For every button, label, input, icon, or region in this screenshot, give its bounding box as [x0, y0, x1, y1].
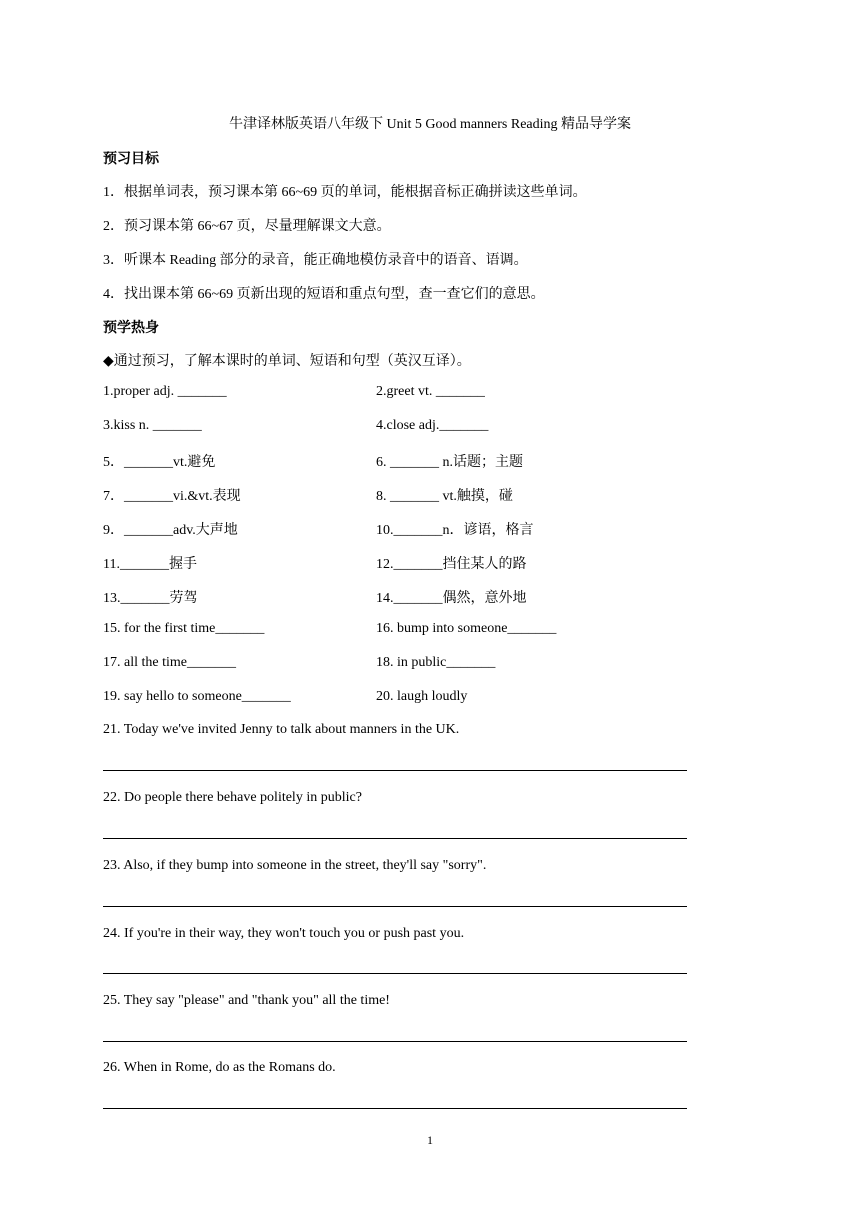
- vocab-item: 4.close adj._______: [376, 418, 489, 433]
- section-heading-goals: 预习目标: [103, 152, 159, 167]
- vocab-item: 16. bump into someone_______: [376, 621, 557, 636]
- translation-sentence: 21. Today we've invited Jenny to talk about manners in the UK.: [103, 722, 460, 737]
- vocab-row: [103, 689, 703, 709]
- vocab-row: [103, 451, 703, 471]
- goal-item: 3．听课本 Reading 部分的录音，能正确地模仿录音中的语音、语调。: [103, 253, 528, 268]
- vocab-item: 19. say hello to someone_______: [103, 689, 291, 704]
- vocab-item: 14._______偶然，意外地: [376, 591, 527, 606]
- warmup-instruction: ◆通过预习，了解本课时的单词、短语和句型（英汉互译）。: [103, 354, 471, 369]
- document-title: 牛津译林版英语八年级下 Unit 5 Good manners Reading 精品导学案: [228, 117, 632, 132]
- answer-line[interactable]: [103, 1108, 687, 1109]
- vocab-row: [103, 621, 703, 641]
- vocab-item: 12._______挡住某人的路: [376, 557, 527, 572]
- goal-item: 4．找出课本第 66~69 页新出现的短语和重点句型，查一查它们的意思。: [103, 287, 545, 302]
- vocab-row: [103, 655, 703, 675]
- translation-sentence: 22. Do people there behave politely in public?: [103, 790, 362, 805]
- vocab-item: 6. _______ n.话题；主题: [376, 455, 523, 470]
- vocab-item: 20. laugh loudly: [376, 689, 468, 704]
- vocab-item: 2.greet vt. _______: [376, 384, 485, 399]
- vocab-item: 8. _______ vt.触摸，碰: [376, 489, 513, 504]
- vocab-row: [103, 553, 703, 573]
- answer-line[interactable]: [103, 1041, 687, 1042]
- vocab-item: 10._______n．谚语，格言: [376, 523, 534, 538]
- vocab-item: 3.kiss n. _______: [103, 418, 202, 433]
- vocab-item: 13._______劳驾: [103, 591, 198, 606]
- section-heading-warmup: 预学热身: [103, 321, 159, 336]
- translation-sentence: 24. If you're in their way, they won't touch you or push past you.: [103, 926, 465, 941]
- vocab-row: [103, 485, 703, 505]
- vocab-item: 11._______握手: [103, 557, 197, 572]
- answer-line[interactable]: [103, 838, 687, 839]
- goal-item: 2．预习课本第 66~67 页，尽量理解课文大意。: [103, 219, 391, 234]
- translation-sentence: 26. When in Rome, do as the Romans do.: [103, 1060, 336, 1075]
- vocab-item: 5．_______vt.避免: [103, 455, 216, 470]
- vocab-row: [103, 519, 703, 539]
- vocab-item: 1.proper adj. _______: [103, 384, 227, 399]
- translation-sentence: 23. Also, if they bump into someone in the street, they'll say "sorry".: [103, 858, 487, 873]
- translation-sentence: 25. They say "please" and "thank you" all the time!: [103, 993, 390, 1008]
- vocab-item: 7．_______vi.&vt.表现: [103, 489, 241, 504]
- vocab-item: 9．_______adv.大声地: [103, 523, 238, 538]
- vocab-item: 15. for the first time_______: [103, 621, 265, 636]
- vocab-row: [103, 384, 703, 404]
- vocab-item: 17. all the time_______: [103, 655, 236, 670]
- vocab-row: [103, 418, 703, 438]
- answer-line[interactable]: [103, 906, 687, 907]
- page-number: 1: [427, 1133, 433, 1147]
- goal-item: 1．根据单词表，预习课本第 66~69 页的单词，能根据音标正确拼读这些单词。: [103, 185, 587, 200]
- vocab-row: [103, 587, 703, 607]
- answer-line[interactable]: [103, 973, 687, 974]
- answer-line[interactable]: [103, 770, 687, 771]
- vocab-item: 18. in public_______: [376, 655, 496, 670]
